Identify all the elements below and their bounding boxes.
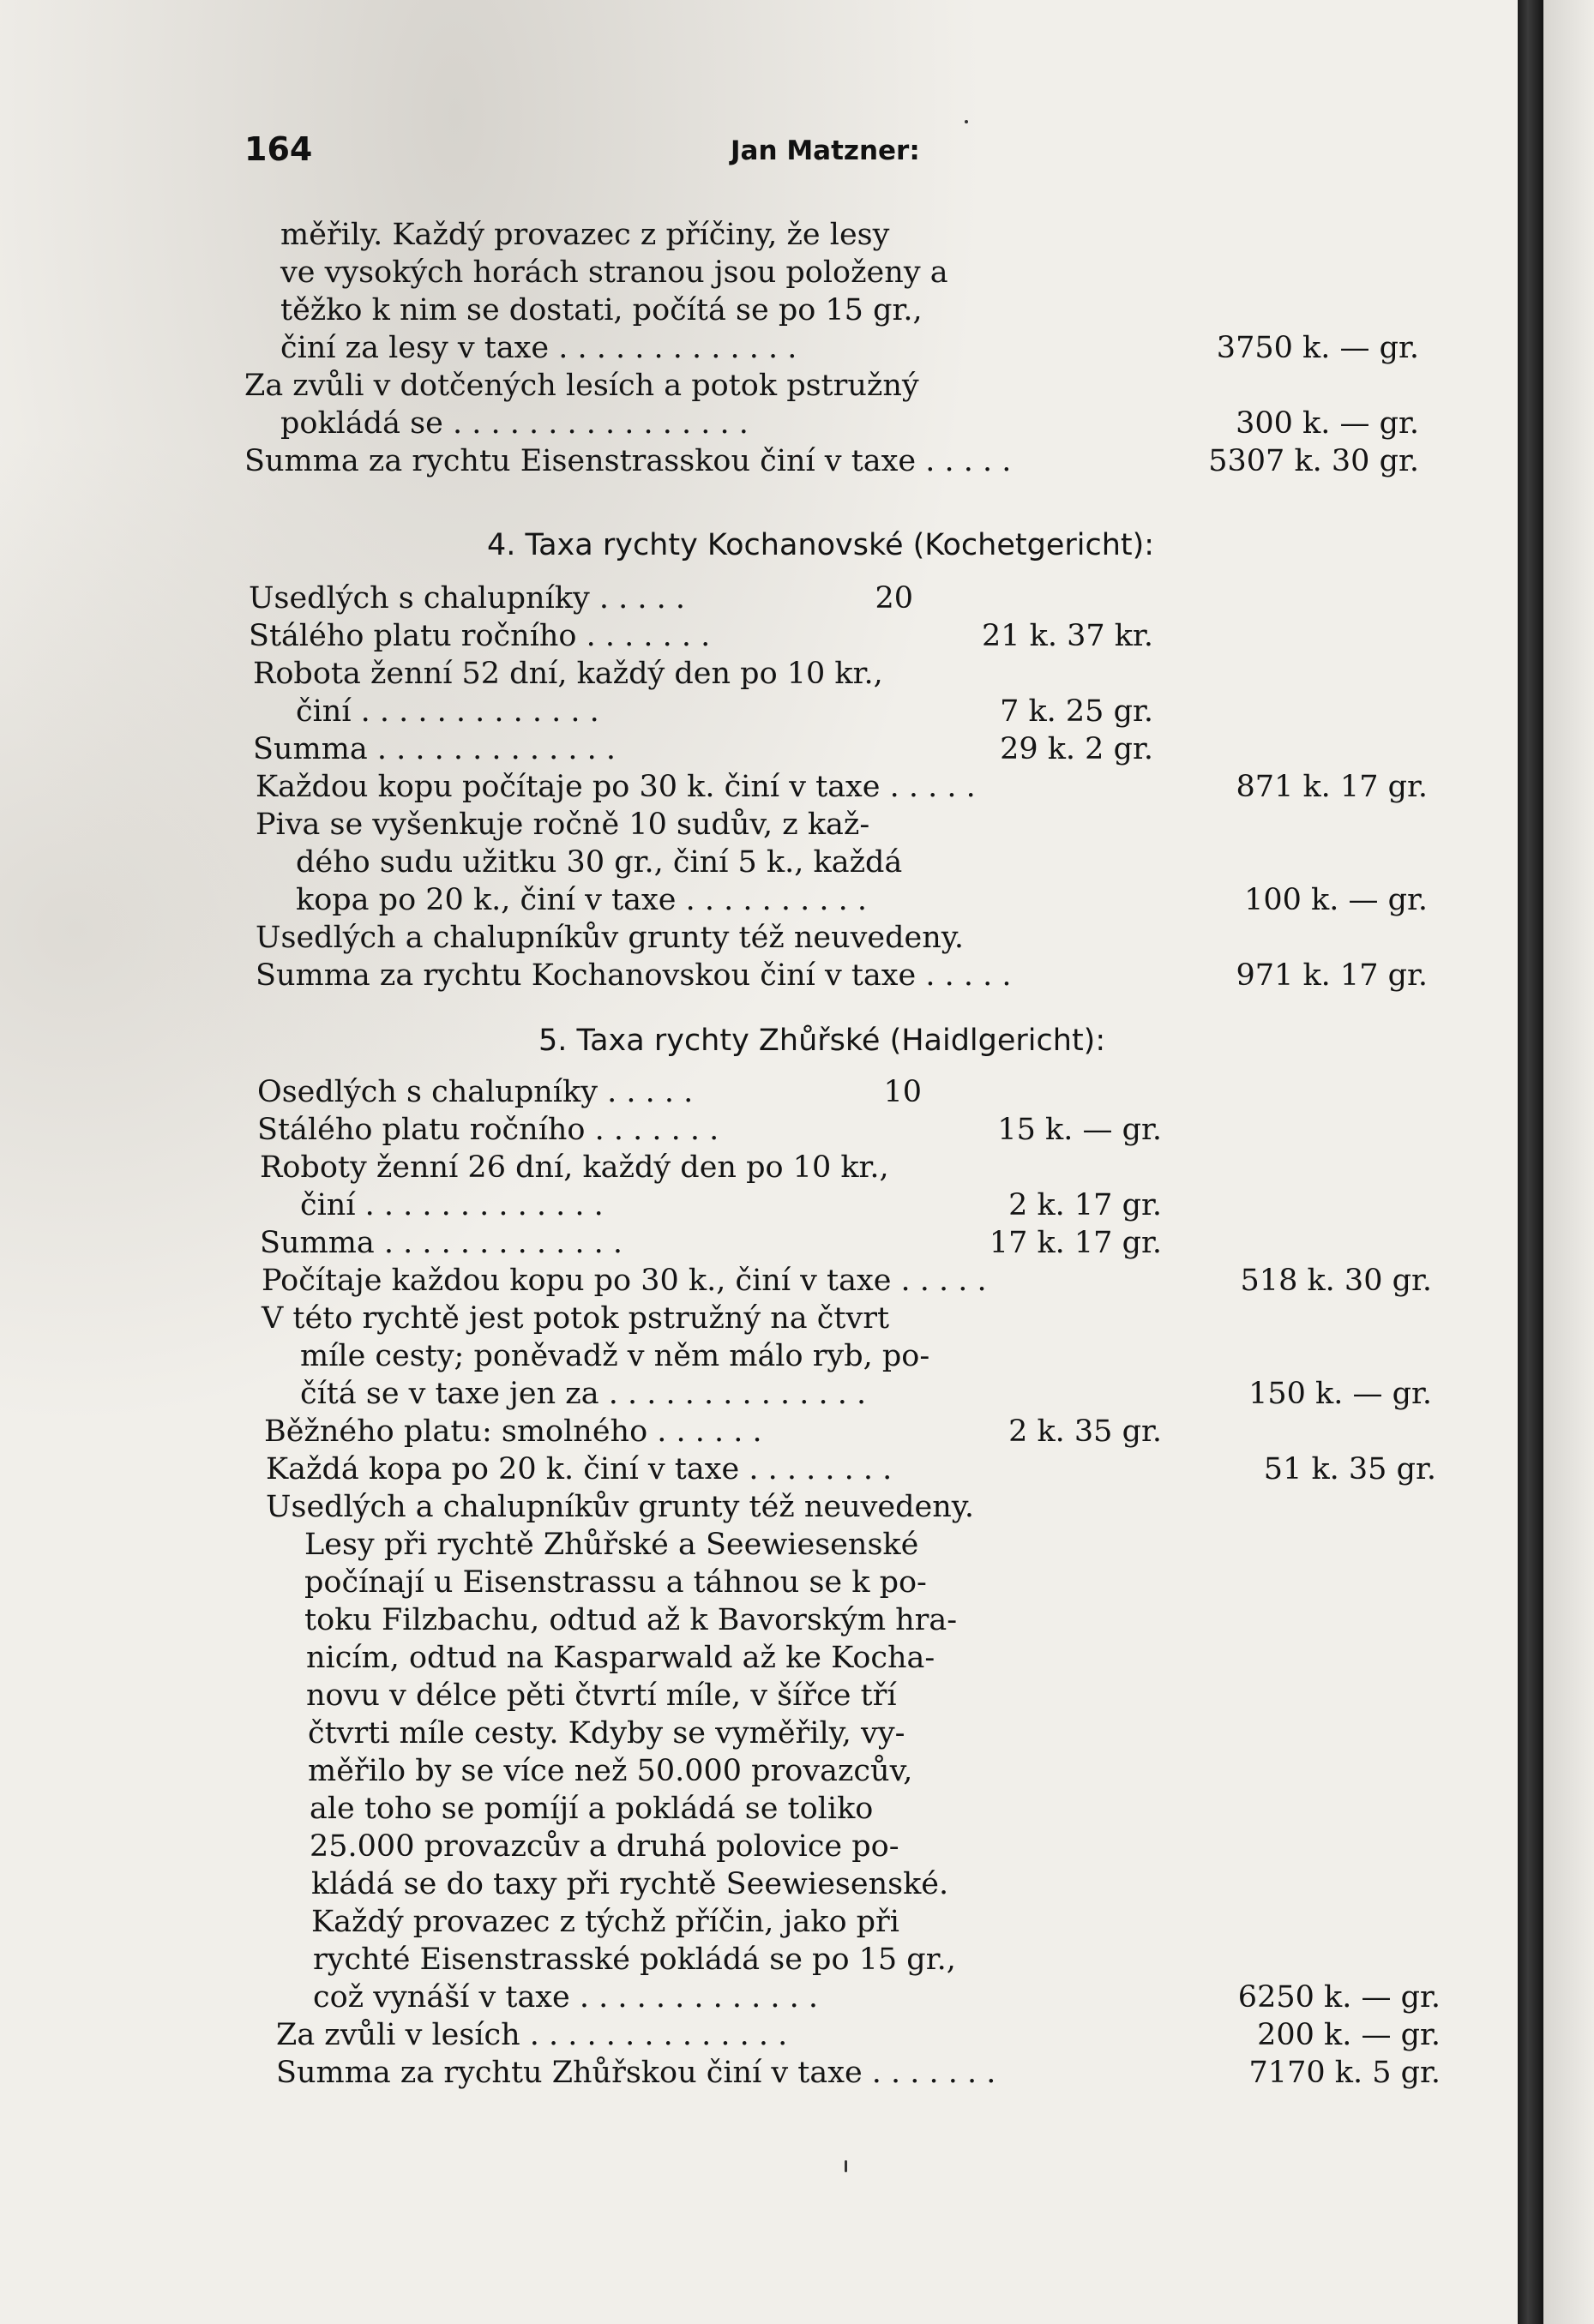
line-text: činí . . . . . . . . . . . . . bbox=[296, 694, 599, 729]
line-text: rychté Eisenstrasské pokládá se po 15 gr., bbox=[313, 1943, 956, 1977]
line-text: pokládá se . . . . . . . . . . . . . . . . bbox=[280, 406, 749, 441]
line-text: Summa za rychtu Zhůřskou činí v taxe . . . . . . . bbox=[276, 2056, 996, 2090]
line-text: čtvrti míle cesty. Kdyby se vyměřily, vy- bbox=[308, 1716, 905, 1751]
total-value: 518 k. 30 gr. bbox=[1240, 1264, 1432, 1298]
line-text: ale toho se pomíjí a pokládá se toliko bbox=[310, 1792, 874, 1826]
adjacent-page-edge bbox=[1543, 0, 1594, 2324]
total-value: 200 k. — gr. bbox=[1257, 2018, 1441, 2052]
line-text: činí . . . . . . . . . . . . . bbox=[300, 1188, 604, 1222]
line-text: kládá se do taxy při rychtě Seewiesenské. bbox=[311, 1867, 949, 1901]
book-gutter bbox=[1518, 0, 1543, 2324]
section-heading-5: 5. Taxa rychty Zhůřské (Haidlgericht): bbox=[538, 1024, 1106, 1058]
page-header bbox=[0, 130, 1518, 182]
total-value: 5307 k. 30 gr. bbox=[1208, 444, 1419, 478]
line-text: Usedlých s chalupníky . . . . . bbox=[249, 581, 686, 616]
line-text: Usedlých a chalupníkův grunty též neuvedeny. bbox=[266, 1490, 975, 1524]
line-text: Robota ženní 52 dní, každý den po 10 kr., bbox=[253, 657, 883, 691]
total-value: 300 k. — gr. bbox=[1236, 406, 1419, 441]
line-text: činí za lesy v taxe . . . . . . . . . . . . . bbox=[280, 331, 797, 365]
page-number: 164 bbox=[244, 130, 313, 168]
line-text: Stálého platu ročního . . . . . . . bbox=[257, 1113, 719, 1147]
print-speck bbox=[965, 120, 968, 123]
count-value: 10 bbox=[883, 1075, 922, 1109]
line-text: ve vysokých horách stranou jsou položeny a bbox=[280, 255, 948, 290]
line-text: Lesy při rychtě Zhůřské a Seewiesenské bbox=[304, 1528, 919, 1562]
line-text: Usedlých a chalupníkův grunty též neuvedeny. bbox=[256, 921, 965, 955]
line-text: Summa za rychtu Eisenstrasskou činí v taxe . . . . . bbox=[244, 444, 1012, 478]
subtotal-value: 21 k. 37 kr. bbox=[981, 619, 1153, 653]
running-head: Jan Matzner: bbox=[731, 135, 920, 166]
total-value: 971 k. 17 gr. bbox=[1236, 958, 1428, 993]
line-text: Summa . . . . . . . . . . . . . bbox=[253, 732, 617, 766]
line-text: měřilo by se více než 50.000 provazcův, bbox=[308, 1754, 913, 1788]
line-text: Za zvůli v lesích . . . . . . . . . . . . . . bbox=[276, 2018, 788, 2052]
line-text: těžko k nim se dostati, počítá se po 15 gr., bbox=[280, 293, 923, 327]
total-value: 7170 k. 5 gr. bbox=[1248, 2056, 1441, 2090]
line-text: Počítaje každou kopu po 30 k., činí v taxe . . . . . bbox=[262, 1264, 987, 1298]
total-value: 6250 k. — gr. bbox=[1237, 1980, 1441, 2015]
subtotal-value: 15 k. — gr. bbox=[997, 1113, 1162, 1147]
subtotal-value: 2 k. 17 gr. bbox=[1008, 1188, 1162, 1222]
line-text: počínají u Eisenstrassu a táhnou se k po- bbox=[304, 1565, 927, 1600]
line-text: Každý provazec z týchž příčin, jako při bbox=[311, 1905, 899, 1939]
line-text: Piva se vyšenkuje ročně 10 sudův, z kaž- bbox=[256, 808, 870, 842]
line-text: čítá se v taxe jen za . . . . . . . . . . . . . . bbox=[300, 1377, 867, 1411]
print-speck bbox=[845, 2160, 847, 2172]
line-text: V této rychtě jest potok pstružný na čtvrt bbox=[262, 1301, 890, 1336]
total-value: 3750 k. — gr. bbox=[1216, 331, 1419, 365]
line-text: Běžného platu: smolného . . . . . . bbox=[264, 1414, 762, 1449]
line-text: Za zvůli v dotčených lesích a potok pstružný bbox=[244, 369, 919, 403]
line-text: Summa za rychtu Kochanovskou činí v taxe . . . . . bbox=[256, 958, 1012, 993]
count-value: 20 bbox=[875, 581, 913, 616]
line-text: Každá kopa po 20 k. činí v taxe . . . . . . . . bbox=[266, 1452, 893, 1486]
line-text: což vynáší v taxe . . . . . . . . . . . . . bbox=[313, 1980, 819, 2015]
subtotal-value: 2 k. 35 gr. bbox=[1008, 1414, 1162, 1449]
total-value: 100 k. — gr. bbox=[1244, 883, 1428, 917]
line-text: toku Filzbachu, odtud až k Bavorským hra- bbox=[304, 1603, 958, 1637]
line-text: Summa . . . . . . . . . . . . . bbox=[260, 1226, 623, 1260]
line-text: míle cesty; poněvadž v něm málo ryb, po- bbox=[300, 1339, 930, 1373]
line-text: novu v délce pěti čtvrtí míle, v šířce tří bbox=[306, 1678, 897, 1713]
total-value: 871 k. 17 gr. bbox=[1236, 770, 1428, 804]
total-value: 51 k. 35 gr. bbox=[1263, 1452, 1436, 1486]
line-text: Každou kopu počítaje po 30 k. činí v taxe . . . . . bbox=[256, 770, 976, 804]
line-text: Stálého platu ročního . . . . . . . bbox=[249, 619, 711, 653]
line-text: kopa po 20 k., činí v taxe . . . . . . . . . . bbox=[296, 883, 867, 917]
total-value: 150 k. — gr. bbox=[1248, 1377, 1432, 1411]
section-heading-4: 4. Taxa rychty Kochanovské (Kochetgericht): bbox=[487, 528, 1155, 562]
line-text: 25.000 provazcův a druhá polovice po- bbox=[310, 1829, 899, 1864]
line-text: dého sudu užitku 30 gr., činí 5 k., každá bbox=[296, 845, 903, 880]
line-text: Osedlých s chalupníky . . . . . bbox=[257, 1075, 694, 1109]
line-text: Roboty ženní 26 dní, každý den po 10 kr., bbox=[260, 1150, 889, 1185]
line-text: měřily. Každý provazec z příčiny, že lesy bbox=[280, 218, 890, 252]
subtotal-value: 7 k. 25 gr. bbox=[1000, 694, 1153, 729]
line-text: nicím, odtud na Kasparwald až ke Kocha- bbox=[306, 1641, 935, 1675]
subtotal-value: 29 k. 2 gr. bbox=[1000, 732, 1153, 766]
subtotal-value: 17 k. 17 gr. bbox=[989, 1226, 1162, 1260]
